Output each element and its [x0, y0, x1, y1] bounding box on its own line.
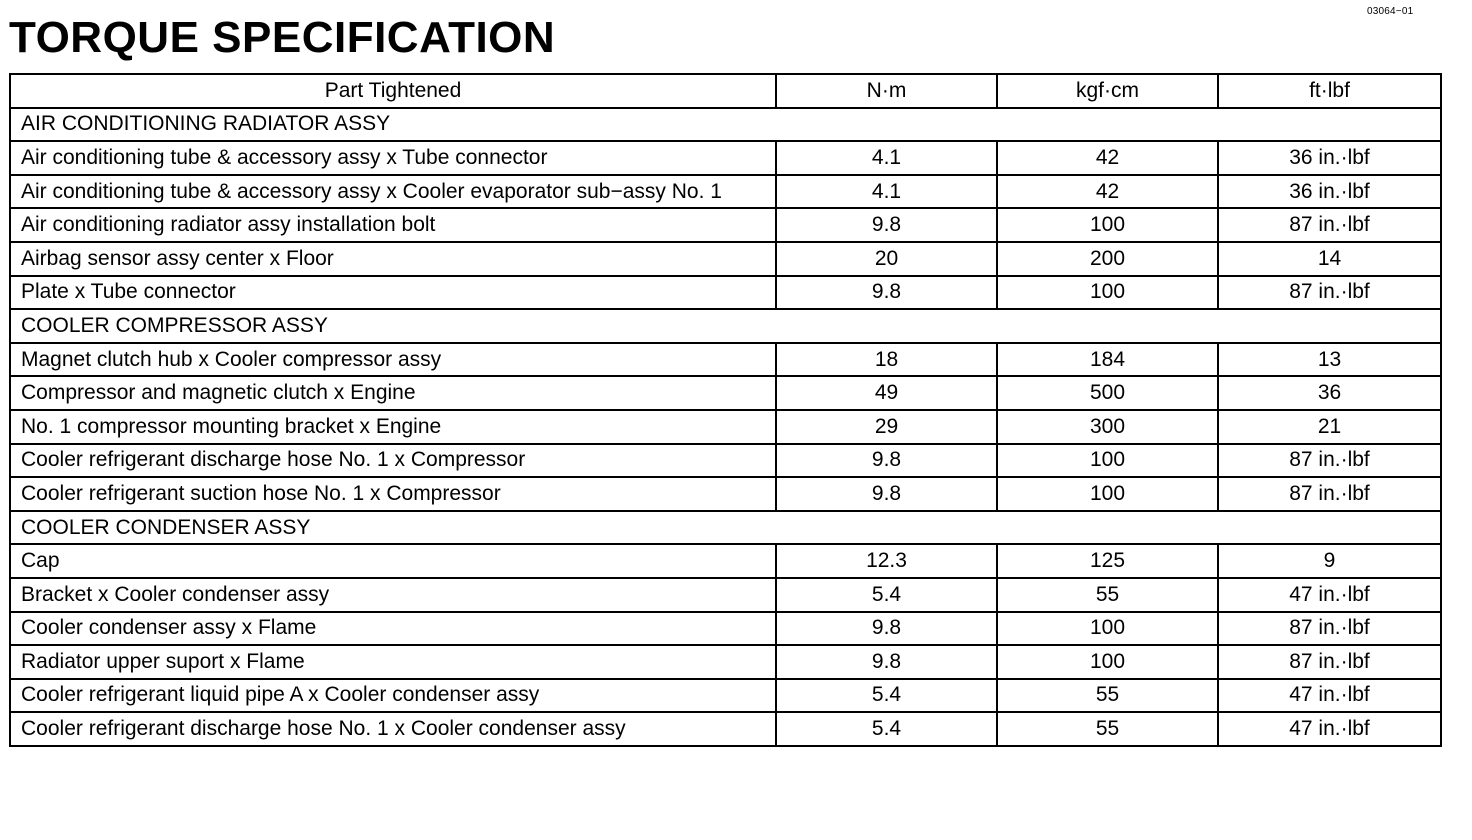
part-tightened-cell: Air conditioning tube & accessory assy x Cooler evaporator sub−assy No. 1: [10, 175, 776, 209]
kgf-cm-value-cell: 42: [997, 175, 1218, 209]
kgf-cm-value-cell: 55: [997, 578, 1218, 612]
ft-lbf-value-cell: 87 in.·lbf: [1218, 477, 1441, 511]
part-tightened-cell: Air conditioning tube & accessory assy x Tube connector: [10, 141, 776, 175]
kgf-cm-value-cell: 100: [997, 276, 1218, 310]
kgf-cm-value-cell: 300: [997, 410, 1218, 444]
kgf-cm-value-cell: 500: [997, 376, 1218, 410]
table-body: [10, 108, 1441, 746]
part-tightened-cell: Cap: [10, 544, 776, 578]
nm-value-cell: 5.4: [776, 578, 997, 612]
table-row: [10, 276, 1441, 310]
nm-value-cell: 12.3: [776, 544, 997, 578]
ft-lbf-value-cell: 87 in.·lbf: [1218, 612, 1441, 646]
part-tightened-cell: Cooler condenser assy x Flame: [10, 612, 776, 646]
nm-value-cell: 5.4: [776, 679, 997, 713]
nm-value-cell: 9.8: [776, 645, 997, 679]
part-tightened-cell: Magnet clutch hub x Cooler compressor assy: [10, 343, 776, 377]
header-part-tightened: Part Tightened: [10, 74, 776, 108]
kgf-cm-value-cell: 200: [997, 242, 1218, 276]
nm-value-cell: 20: [776, 242, 997, 276]
nm-value-cell: 9.8: [776, 444, 997, 478]
table-row: [10, 175, 1441, 209]
part-tightened-cell: No. 1 compressor mounting bracket x Engine: [10, 410, 776, 444]
nm-value-cell: 9.8: [776, 208, 997, 242]
nm-value-cell: 49: [776, 376, 997, 410]
ft-lbf-value-cell: 47 in.·lbf: [1218, 712, 1441, 746]
header-row: [10, 74, 1441, 108]
kgf-cm-value-cell: 100: [997, 612, 1218, 646]
kgf-cm-value-cell: 100: [997, 645, 1218, 679]
nm-value-cell: 4.1: [776, 175, 997, 209]
table-row: [10, 410, 1441, 444]
section-row: [10, 309, 1441, 343]
nm-value-cell: 29: [776, 410, 997, 444]
kgf-cm-value-cell: 42: [997, 141, 1218, 175]
ft-lbf-value-cell: 21: [1218, 410, 1441, 444]
table-row: [10, 208, 1441, 242]
kgf-cm-value-cell: 55: [997, 712, 1218, 746]
ft-lbf-value-cell: 14: [1218, 242, 1441, 276]
part-tightened-cell: Plate x Tube connector: [10, 276, 776, 310]
part-tightened-cell: Cooler refrigerant discharge hose No. 1 x Compressor: [10, 444, 776, 478]
ft-lbf-value-cell: 36 in.·lbf: [1218, 141, 1441, 175]
ft-lbf-value-cell: 87 in.·lbf: [1218, 208, 1441, 242]
nm-value-cell: 4.1: [776, 141, 997, 175]
table-header: [10, 74, 1441, 108]
table-row: [10, 141, 1441, 175]
kgf-cm-value-cell: 184: [997, 343, 1218, 377]
header-kgf-cm: kgf·cm: [997, 74, 1218, 108]
table-row: [10, 544, 1441, 578]
nm-value-cell: 9.8: [776, 477, 997, 511]
ft-lbf-value-cell: 13: [1218, 343, 1441, 377]
table-row: [10, 612, 1441, 646]
nm-value-cell: 5.4: [776, 712, 997, 746]
part-tightened-cell: Cooler refrigerant discharge hose No. 1 x Cooler condenser assy: [10, 712, 776, 746]
part-tightened-cell: Airbag sensor assy center x Floor: [10, 242, 776, 276]
part-tightened-cell: Compressor and magnetic clutch x Engine: [10, 376, 776, 410]
table-row: [10, 645, 1441, 679]
header-ft-lbf: ft·lbf: [1218, 74, 1441, 108]
kgf-cm-value-cell: 100: [997, 444, 1218, 478]
nm-value-cell: 18: [776, 343, 997, 377]
ft-lbf-value-cell: 36: [1218, 376, 1441, 410]
torque-spec-table: [9, 73, 1442, 747]
ft-lbf-value-cell: 87 in.·lbf: [1218, 276, 1441, 310]
kgf-cm-value-cell: 100: [997, 208, 1218, 242]
table-row: [10, 376, 1441, 410]
section-row: [10, 511, 1441, 545]
ft-lbf-value-cell: 9: [1218, 544, 1441, 578]
header-nm: N·m: [776, 74, 997, 108]
part-tightened-cell: Cooler refrigerant suction hose No. 1 x Compressor: [10, 477, 776, 511]
section-title: AIR CONDITIONING RADIATOR ASSY: [10, 108, 1441, 142]
section-title: COOLER COMPRESSOR ASSY: [10, 309, 1441, 343]
ft-lbf-value-cell: 47 in.·lbf: [1218, 679, 1441, 713]
ft-lbf-value-cell: 47 in.·lbf: [1218, 578, 1441, 612]
kgf-cm-value-cell: 55: [997, 679, 1218, 713]
nm-value-cell: 9.8: [776, 612, 997, 646]
table-row: [10, 578, 1441, 612]
table-row: [10, 444, 1441, 478]
page-title: TORQUE SPECIFICATION: [9, 13, 556, 62]
section-row: [10, 108, 1441, 142]
ft-lbf-value-cell: 36 in.·lbf: [1218, 175, 1441, 209]
table-row: [10, 712, 1441, 746]
section-title: COOLER CONDENSER ASSY: [10, 511, 1441, 545]
part-tightened-cell: Air conditioning radiator assy installation bolt: [10, 208, 776, 242]
ft-lbf-value-cell: 87 in.·lbf: [1218, 645, 1441, 679]
table-row: [10, 477, 1441, 511]
table-row: [10, 343, 1441, 377]
part-tightened-cell: Cooler refrigerant liquid pipe A x Cooler condenser assy: [10, 679, 776, 713]
nm-value-cell: 9.8: [776, 276, 997, 310]
table-row: [10, 679, 1441, 713]
part-tightened-cell: Radiator upper suport x Flame: [10, 645, 776, 679]
kgf-cm-value-cell: 100: [997, 477, 1218, 511]
kgf-cm-value-cell: 125: [997, 544, 1218, 578]
document-code: 03064−01: [1367, 6, 1414, 17]
ft-lbf-value-cell: 87 in.·lbf: [1218, 444, 1441, 478]
part-tightened-cell: Bracket x Cooler condenser assy: [10, 578, 776, 612]
table-row: [10, 242, 1441, 276]
